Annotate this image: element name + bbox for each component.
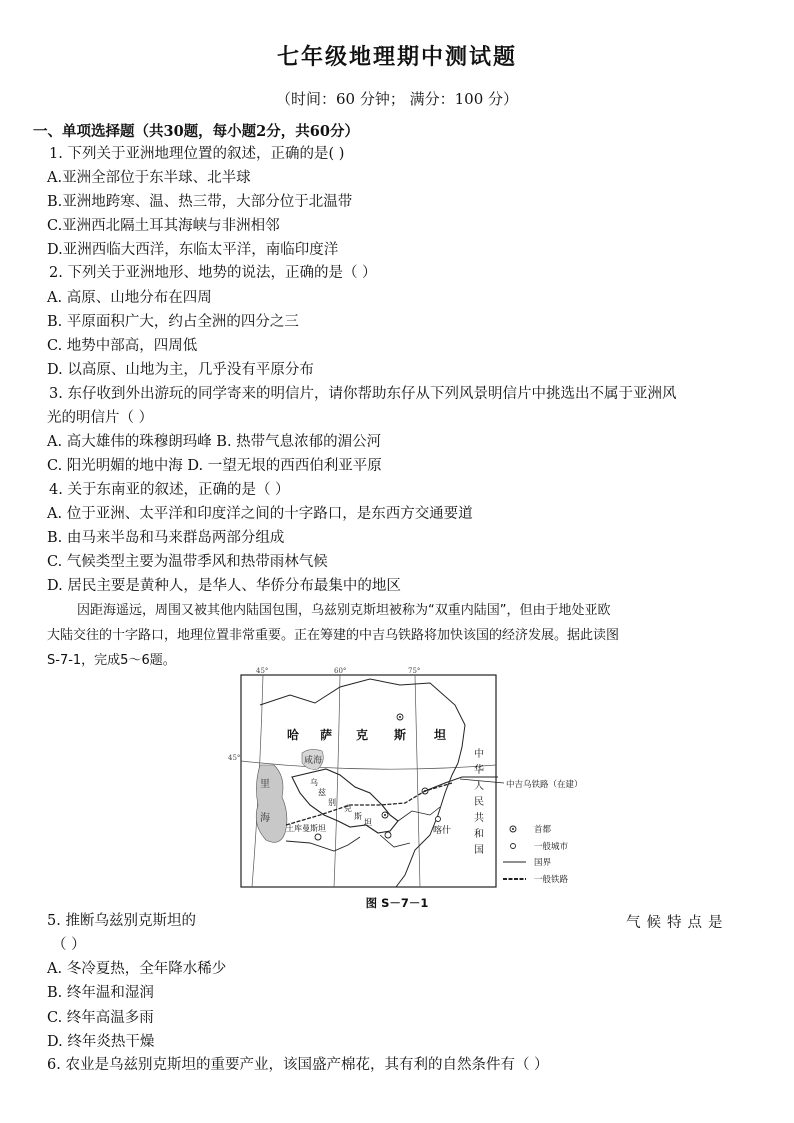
label-railway: 中吉乌铁路（在建） [506,780,583,790]
question-2-option-b: B. 平原面积广大，约占全洲的四分之三 [47,314,299,330]
question-2-option-c: C. 地势中部高，四周低 [47,338,198,354]
legend-border-label: 国界 [534,858,552,868]
question-2-option-a: A. 高原、山地分布在四周 [47,290,212,306]
label-aral-sea: 咸海 [304,756,323,766]
uzbekistan-map [228,665,583,893]
capital-bishkek-dot [424,790,426,792]
legend-city-label: 一般城市 [534,842,569,852]
question-5-option-b: B. 终年温和湿润 [47,985,154,1001]
question-5-option-c: C. 终年高温多雨 [47,1010,154,1026]
label-kazakhstan-3: 克 [356,728,369,742]
question-6-stem: 6. 农业是乌兹别克斯坦的重要产业，该国盛产棉花，其有利的自然条件有（ ） [47,1057,549,1073]
legend-capital-label: 首都 [534,825,552,835]
question-3-stem-cont: 光的明信片（ ） [47,410,154,426]
question-3-options-cd: C. 阳光明媚的地中海 D. 一望无垠的西西伯利亚平原 [47,458,382,474]
legend-rail-label: 一般铁路 [534,875,569,885]
question-5-stem-cont: （ ） [52,937,86,953]
question-4-option-a: A. 位于亚洲、太平洋和印度洋之间的十字路口，是东西方交通要道 [47,506,473,522]
label-china-2: 华 [474,765,484,776]
lon-label-75: 75° [408,667,421,675]
question-1-option-d: D.亚洲西临大西洋，东临太平洋，南临印度洋 [47,242,339,258]
label-uzbek-1: 乌 [310,778,318,787]
label-caspian-2: 海 [260,813,270,824]
question-1-option-b: B.亚洲地跨寒、温、热三带，大部分位于北温带 [47,194,353,210]
label-china-6: 和 [474,829,484,840]
legend-city-symbol [511,844,516,849]
question-3-options-ab: A. 高大雄伟的珠穆朗玛峰 B. 热带气息浓郁的湄公河 [47,434,382,450]
label-caspian-1: 里 [260,779,270,790]
question-5-stem: 5. 推断乌兹别克斯坦的 [47,913,196,929]
label-turkmenistan: 土库曼斯坦 [286,824,326,833]
label-kazakhstan-4: 斯 [394,728,407,742]
question-5-option-a: A. 冬冷夏热，全年降水稀少 [47,961,227,977]
page-title: 七年级地理期中测试题 [276,44,517,70]
label-uzbek-4: 克 [344,804,352,813]
label-uzbek-5: 斯 [354,812,362,821]
label-china-4: 民 [474,797,484,808]
label-kazakhstan-1: 哈 [287,728,300,742]
label-china-1: 中 [474,749,484,760]
question-5-stem-right: 气候特点是 [626,915,729,931]
question-5-option-d: D. 终年炎热干燥 [47,1034,155,1050]
section-heading: 一、单项选择题（共30题，每小题2分，共60分） [33,123,359,140]
capital-astana-dot [399,716,401,718]
city-kashgar [436,817,441,822]
label-kazakhstan-2: 萨 [320,728,333,742]
label-uzbek-2: 兹 [318,788,326,797]
passage-line-2: 大陆交往的十字路口，地理位置非常重要。正在筹建的中吉乌铁路将加快该国的经济发展。据此读图 [47,628,620,643]
question-2-stem: 2. 下列关于亚洲地形、地势的说法，正确的是（ ） [49,265,377,281]
question-4-option-d: D. 居民主要是黄种人，是华人、华侨分布最集中的地区 [47,578,401,594]
lon-label-60: 60° [334,667,347,675]
label-uzbek-3: 别 [328,798,336,807]
reading-passage [47,598,747,673]
label-uzbek-6: 坦 [364,818,372,827]
capital-tashkent-dot [384,814,386,816]
lon-label-45: 45° [256,667,269,675]
exam-info: （时间：60 分钟； 满分：100 分） [275,90,519,108]
question-4-option-b: B. 由马来半岛和马来群岛两部分组成 [47,530,285,546]
question-1-option-c: C.亚洲西北隔土耳其海峡与非洲相邻 [47,218,280,234]
passage-line-1: 因距海遥远，周围又被其他内陆国包围，乌兹别克斯坦被称为“双重内陆国”，但由于地处亚欧 [77,603,611,618]
label-china-5: 共 [474,813,484,824]
label-kashgar: 喀什 [433,826,452,836]
question-3-stem: 3. 东仔收到外出游玩的同学寄来的明信片，请你帮助东仔从下列风景明信片中挑选出不属于亚洲风 [49,386,677,402]
passage-line-3: S-7-1，完成5～6题。 [47,653,176,668]
question-1-option-a: A.亚洲全部位于东半球、北半球 [47,170,251,186]
question-2-option-d: D. 以高原、山地为主，几乎没有平原分布 [47,362,314,378]
legend-capital-dot [512,828,514,830]
label-china-3: 人 [474,781,484,792]
label-kazakhstan-5: 坦 [434,728,447,742]
lat-label-45: 45° [228,754,241,762]
figure-caption: 图 S－7－1 [365,896,429,910]
question-4-option-c: C. 气候类型主要为温带季风和热带雨林气候 [47,554,328,570]
label-china-7: 国 [474,845,484,856]
question-4-stem: 4. 关于东南亚的叙述，正确的是（ ） [49,482,290,498]
question-1-stem: 1. 下列关于亚洲地理位置的叙述，正确的是( ) [49,146,345,162]
